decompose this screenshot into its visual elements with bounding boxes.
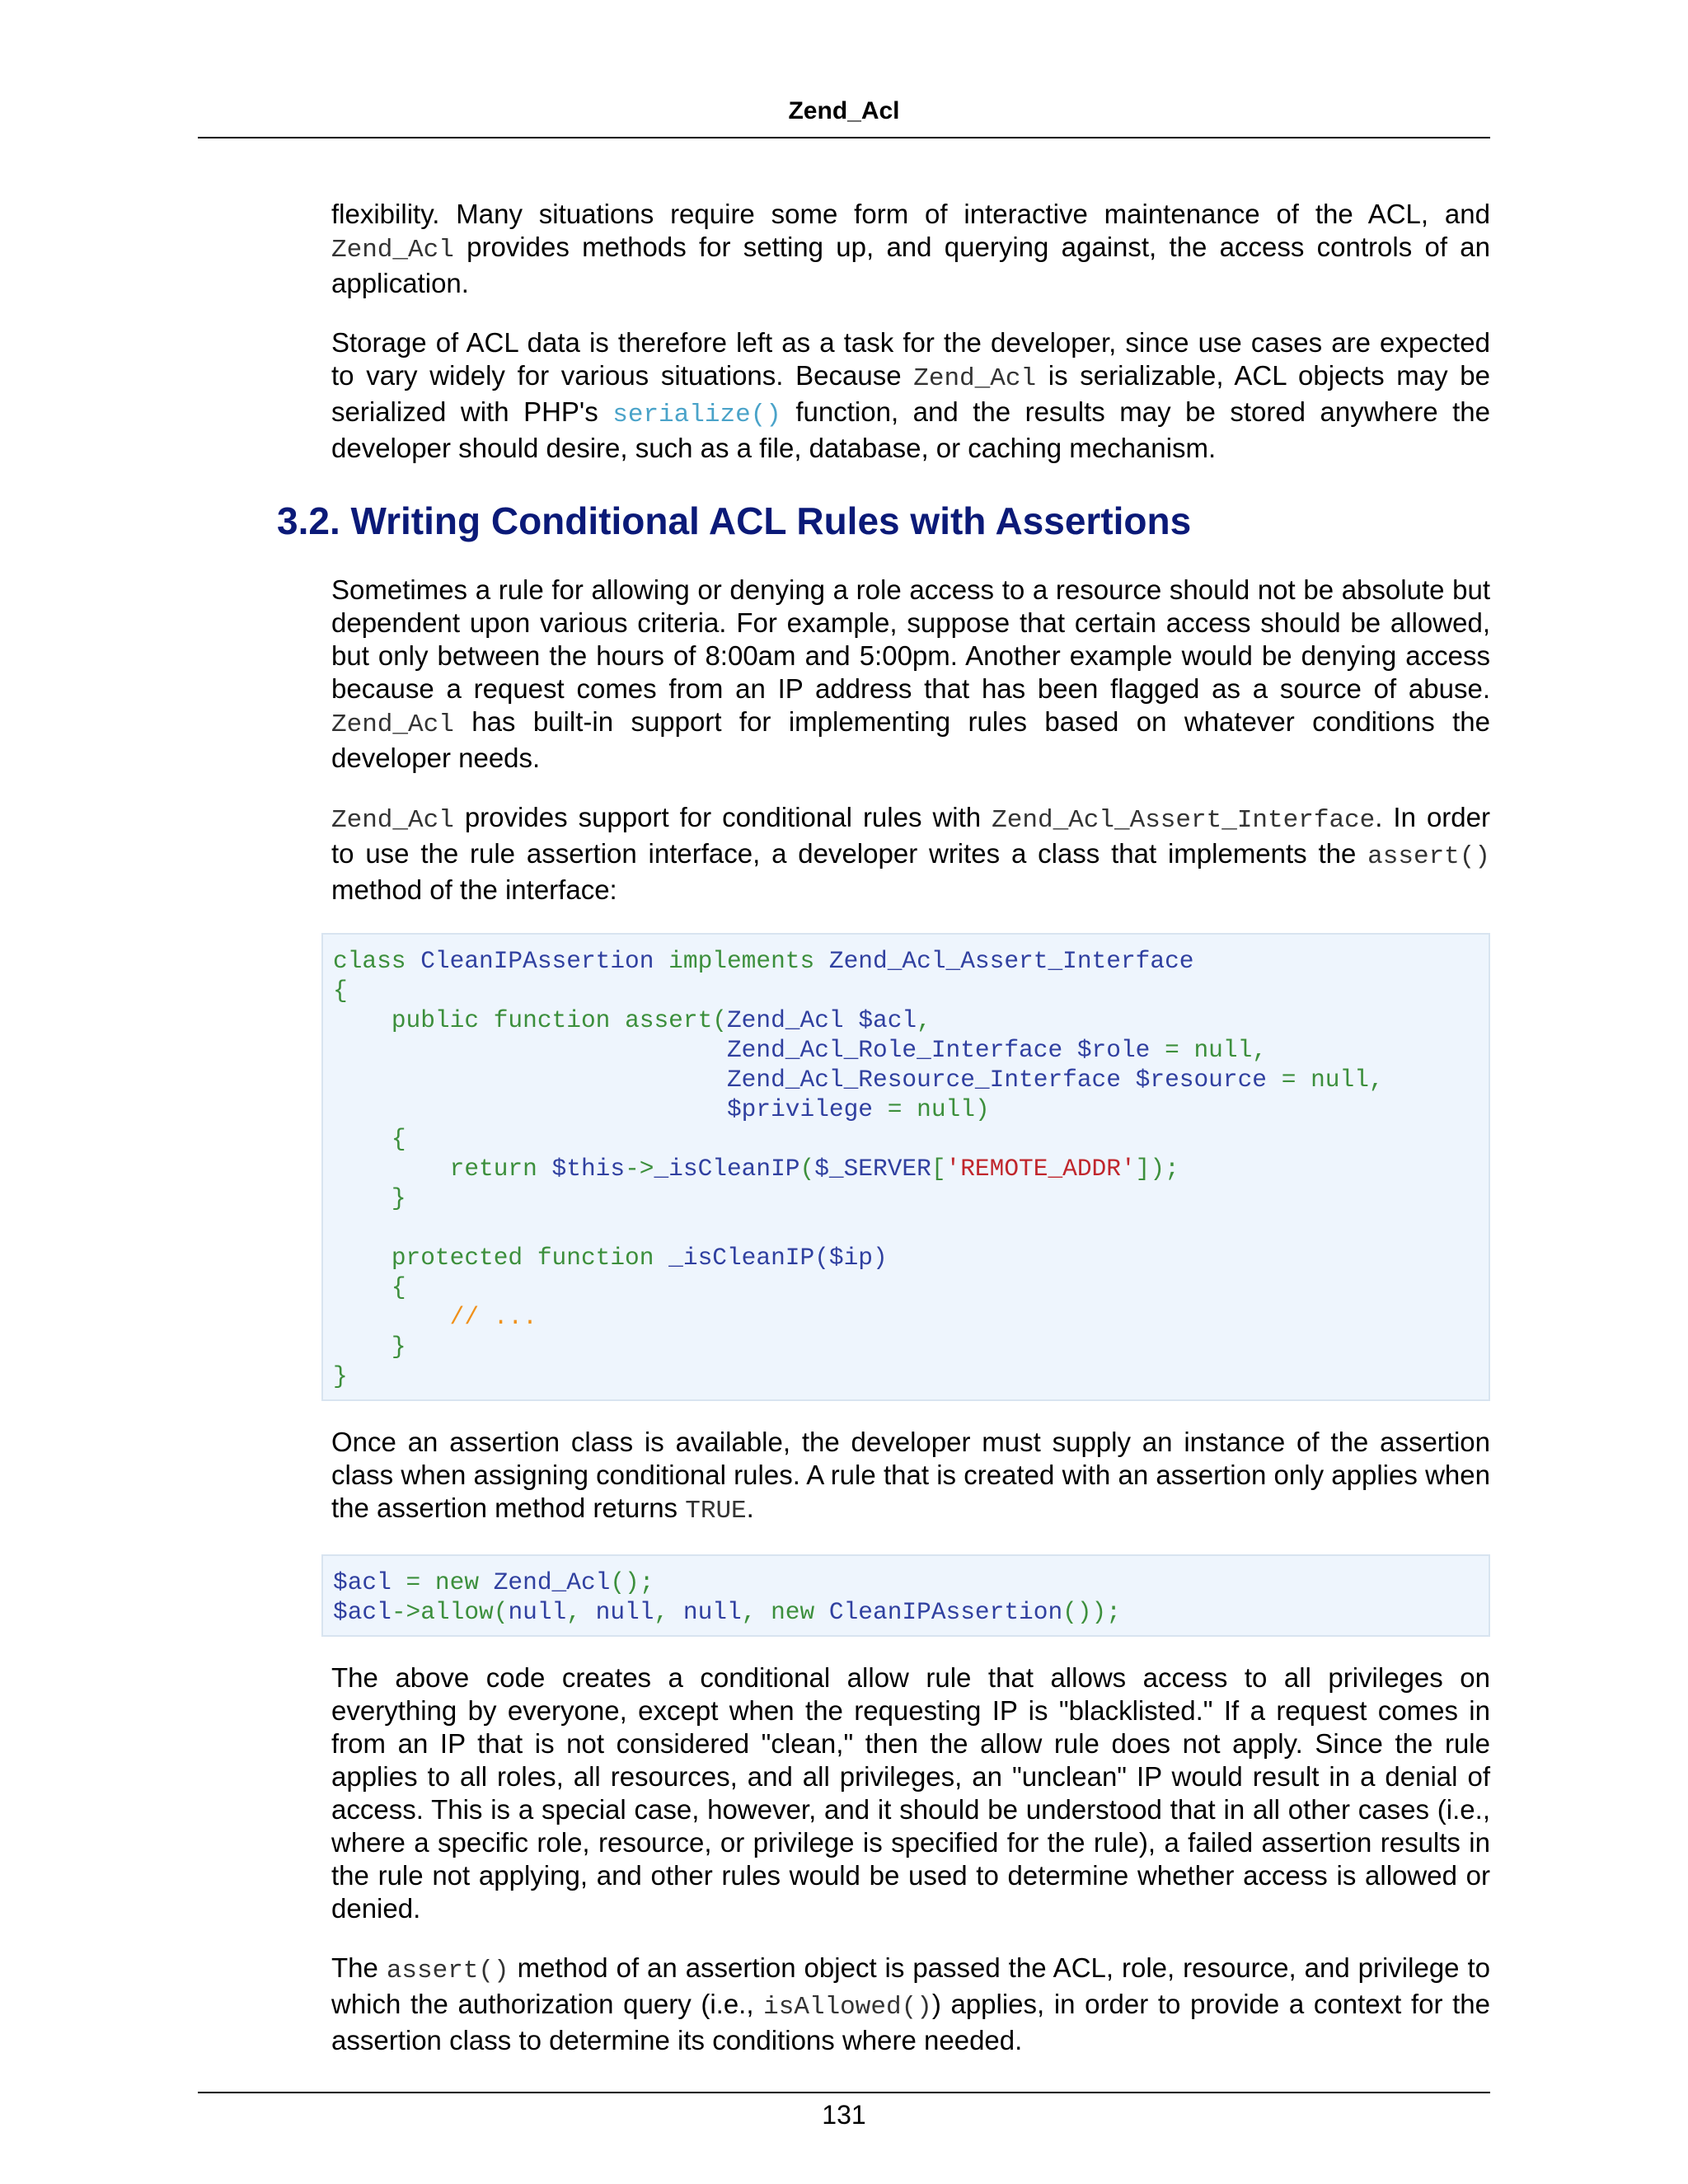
code-token: ($ip) <box>814 1244 888 1272</box>
text: method of the interface: <box>331 874 617 905</box>
code-token: null <box>682 1598 742 1626</box>
code-token: (); <box>610 1568 654 1596</box>
code-token: $this <box>551 1155 626 1183</box>
text: is serializable, ACL objects may be serialized with PHP's <box>331 360 1490 427</box>
text: The above code creates a conditional allow rule that allows access to all privileges on everything by everyone, except when the requesting IP is "blacklisted." If a request comes in from an IP that is not considered "clean," then the allow rule does not apply. Since the rule applies to all roles, all resources, and all privileges, an "unclean" IP would result in a denial of access. This is a special case, however, and it should be understood that in all other cases (i.e., where a specific role, resource, or privilege is specified for the rule), a failed assertion results in the rule not applying, and other rules would be used to determine whether access is allowed or denied. <box>331 1662 1490 1924</box>
code-token: protected function <box>391 1244 654 1272</box>
code-token: , <box>741 1598 757 1626</box>
code-token: null <box>508 1598 567 1626</box>
text: provides methods for setting up, and querying against, the access controls of an application. <box>331 232 1490 298</box>
code-token: allow <box>420 1598 494 1626</box>
paragraph-storage <box>331 326 1490 465</box>
code-token: = <box>406 1568 421 1596</box>
code-token: { <box>391 1125 406 1153</box>
section-heading: 3.2. Writing Conditional ACL Rules with Assertions <box>277 499 1192 542</box>
code-token: , <box>566 1598 581 1626</box>
code-token: return <box>449 1155 537 1183</box>
text: method of an assertion object is passed the ACL, role, resource, and privilege to which the authorization query (i.e., <box>331 1952 1490 2019</box>
code-token: ( <box>493 1598 509 1626</box>
code-token: , <box>654 1598 669 1626</box>
code-token: } <box>391 1333 406 1361</box>
code-token: $acl <box>333 1598 392 1626</box>
code-token: Zend_Acl <box>726 1006 844 1034</box>
code-block-assertion-class <box>321 933 1490 1401</box>
inline-code: Zend_Acl <box>913 364 1037 393</box>
inline-code: assert() <box>1367 842 1490 871</box>
page-number: 131 <box>822 2100 866 2130</box>
text: The <box>331 1952 387 1983</box>
text: Storage of ACL data is therefore left as a task for the developer, since use cases are expected to vary widely for various situations. Because <box>331 327 1490 391</box>
code-token: $resource <box>1135 1066 1267 1094</box>
code-token: implements <box>668 947 815 975</box>
code-token: -> <box>391 1598 421 1626</box>
code-token: null <box>595 1598 654 1626</box>
code-token: Zend_Acl_Resource_Interface <box>726 1066 1121 1094</box>
running-header: Zend_Acl <box>788 97 900 124</box>
text: Once an assertion class is available, the developer must supply an instance of the assertion class when assigning conditional rules. A rule that is created with an assertion only applies when the assertion method returns <box>331 1427 1490 1523</box>
paragraph-blacklist-explanation <box>331 1661 1490 1925</box>
code-token: class <box>333 947 406 975</box>
code-token: [ <box>931 1155 946 1183</box>
code-token: , <box>1252 1036 1267 1064</box>
text: . <box>746 1493 754 1523</box>
code-token: , <box>917 1006 931 1034</box>
text: ) applies, in order to provide a context for the assertion class to determine its conditions where needed. <box>331 1989 1490 2055</box>
paragraph-assertion-instance <box>331 1426 1490 1528</box>
paragraph-assert-context <box>331 1952 1490 2057</box>
code-token: Zend_Acl_Role_Interface <box>726 1036 1063 1064</box>
text: Sometimes a rule for allowing or denying a role access to a resource should not be absolute but dependent upon various criteria. For example, suppose that certain access should be allowed, but only between the hours of 8:00am and 5:00pm. Another example would be denying access because a request comes from an IP address that has been flagged as a source of abuse. <box>331 574 1490 704</box>
serialize-link[interactable]: serialize() <box>612 401 781 429</box>
code-token: _isCleanIP <box>668 1244 815 1272</box>
inline-code: TRUE <box>685 1497 747 1526</box>
paragraph-conditional-rules <box>331 574 1490 775</box>
code-token: assert <box>625 1006 713 1034</box>
code-token: } <box>391 1184 406 1212</box>
code-token: new <box>434 1568 480 1596</box>
text: has built-in support for implementing rules based on whatever conditions the developer needs. <box>331 706 1490 773</box>
code-token: $privilege <box>726 1095 874 1123</box>
code-token: new <box>771 1598 815 1626</box>
code-token: = null <box>887 1095 975 1123</box>
code-token: $_SERVER <box>814 1155 931 1183</box>
code-token: $acl <box>333 1568 392 1596</box>
text: flexibility. Many situations require some form of interactive maintenance of the ACL, and <box>331 199 1490 229</box>
code-token: { <box>391 1273 406 1301</box>
code-token: CleanIPAssertion <box>420 947 654 975</box>
code-token: } <box>333 1362 348 1390</box>
paragraph-flexibility <box>331 198 1490 300</box>
code-token: -> <box>625 1155 654 1183</box>
code-token: ( <box>712 1006 727 1034</box>
code-token: ( <box>799 1155 815 1183</box>
inline-code: assert() <box>386 1957 509 1985</box>
code-token: Zend_Acl <box>493 1568 611 1596</box>
inline-code: Zend_Acl_Assert_Interface <box>992 806 1376 835</box>
code-token: ]); <box>1135 1155 1179 1183</box>
code-block-acl-allow <box>321 1554 1490 1637</box>
code-token: _isCleanIP <box>654 1155 800 1183</box>
code-token: public function <box>391 1006 611 1034</box>
paragraph-assert-interface <box>331 801 1490 907</box>
text: function, and the results may be stored anywhere the developer should desire, such as a file, database, or caching mechanism. <box>331 396 1490 463</box>
code-token: $role <box>1076 1036 1151 1064</box>
code-token: $acl <box>858 1006 917 1034</box>
code-token: CleanIPAssertion <box>828 1598 1063 1626</box>
inline-code: Zend_Acl <box>331 806 454 835</box>
inline-code: isAllowed() <box>763 1993 932 2022</box>
code-token: ()); <box>1062 1598 1121 1626</box>
inline-code: Zend_Acl <box>331 236 454 265</box>
footer-rule <box>198 2092 1490 2093</box>
code-token: Zend_Acl_Assert_Interface <box>828 947 1194 975</box>
inline-code: Zend_Acl <box>331 710 454 739</box>
code-comment: // ... <box>449 1303 537 1331</box>
code-token: { <box>333 977 348 1005</box>
code-token: , <box>1368 1066 1384 1094</box>
header-rule <box>198 137 1490 138</box>
text: . In order to use the rule assertion interface, a developer writes a class that implements the <box>331 802 1490 869</box>
text: provides support for conditional rules with <box>453 802 992 832</box>
code-token: 'REMOTE_ADDR' <box>945 1155 1136 1183</box>
code-token: ) <box>974 1095 990 1123</box>
code-token: = null <box>1281 1066 1369 1094</box>
code-token: = null <box>1165 1036 1253 1064</box>
page-content <box>277 198 1490 2083</box>
